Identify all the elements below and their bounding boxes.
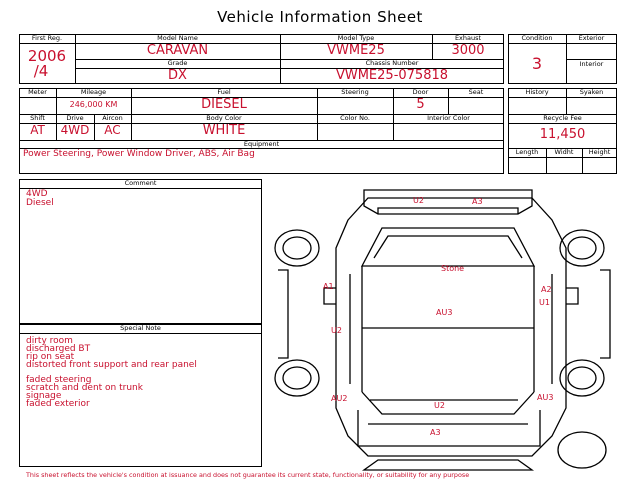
condition-label: Condition	[521, 34, 553, 42]
recycle-fee-value: 11,450	[539, 127, 586, 142]
mileage-label: Mileage	[80, 88, 107, 96]
comment-panel	[19, 179, 262, 324]
damage-u2-top: U2	[413, 196, 424, 205]
special-note-line: faded steering	[26, 375, 92, 385]
chassis-number-value: VWME25-075818	[335, 68, 449, 83]
special-note-line: rip on seat	[26, 352, 75, 362]
special-note-line: scratch and dent on trunk	[26, 383, 143, 393]
damage-u1: U1	[539, 298, 550, 307]
damage-a3-bottom: A3	[430, 428, 441, 437]
body-color-value: WHITE	[202, 123, 246, 138]
recycle-fee-label: Recycle Fee	[543, 114, 582, 122]
special-note-line: signage	[26, 391, 62, 401]
meter-label: Meter	[28, 88, 47, 96]
color-no-label: Color No.	[340, 114, 370, 122]
door-value: 5	[416, 97, 425, 112]
aircon-value: AC	[104, 123, 121, 137]
steering-label: Steering	[341, 88, 369, 96]
door-label: Door	[412, 88, 429, 96]
syaken-label: Syaken	[579, 88, 604, 96]
damage-a3-top: A3	[472, 197, 483, 206]
damage-u2-bottom: U2	[434, 401, 445, 410]
comment-line: Diesel	[26, 198, 54, 208]
model-type-label: Model Type	[337, 34, 375, 42]
vehicle-damage-diagram	[270, 178, 615, 474]
chassis-number-label: Chassis Number	[365, 59, 419, 67]
special-note-line: faded exterior	[26, 399, 90, 409]
drive-value: 4WD	[60, 123, 90, 137]
fuel-value: DIESEL	[201, 97, 247, 112]
damage-a1: A1	[323, 282, 334, 291]
sheet-title: Vehicle Information Sheet	[217, 8, 423, 26]
comment-line: 4WD	[26, 189, 48, 199]
special-note-line: distorted front support and rear panel	[26, 360, 197, 370]
equipment-value: Power Steering, Power Window Driver, ABS, Air Bag	[23, 149, 255, 159]
grade-value: DX	[168, 68, 187, 83]
damage-au3-right: AU3	[537, 393, 554, 402]
width-label: Widht	[554, 148, 574, 156]
interior-color-label: Interior Color	[427, 114, 470, 122]
exterior-label: Exterior	[578, 34, 605, 42]
damage-u2-left: U2	[331, 326, 342, 335]
exhaust-label: Exhaust	[454, 34, 482, 42]
shift-value: AT	[30, 123, 45, 137]
exhaust-value: 3000	[451, 43, 485, 58]
seat-label: Seat	[468, 88, 484, 96]
interior-label: Interior	[579, 60, 604, 68]
drive-label: Drive	[66, 114, 84, 122]
model-name-value: CARAVAN	[146, 43, 209, 58]
damage-au3-mid: AU3	[436, 308, 453, 317]
special-note-line: dirty room	[26, 336, 73, 346]
first-reg-year: 2006	[27, 47, 67, 65]
disclaimer-footer: This sheet reflects the vehicle's condition at issuance and does not guarantee its current state, functionality, or suitability for any purpose	[26, 471, 470, 479]
first-reg-month: /4	[33, 62, 49, 80]
grade-label: Grade	[167, 59, 188, 67]
special-note-label: Special Note	[120, 324, 161, 332]
shift-label: Shift	[30, 114, 45, 122]
length-label: Length	[515, 148, 539, 156]
damage-a2: A2	[541, 285, 552, 294]
mileage-value: 246,000 KM	[69, 100, 118, 109]
condition-value: 3	[531, 54, 543, 73]
aircon-label: Aircon	[102, 114, 123, 122]
fuel-label: Fuel	[217, 88, 231, 96]
first-reg-label: First Reg.	[31, 34, 63, 42]
damage-stone: Stone	[441, 264, 465, 273]
damage-au2: AU2	[331, 394, 348, 403]
model-type-value: VWME25	[327, 43, 385, 58]
history-label: History	[525, 88, 549, 96]
model-name-label: Model Name	[157, 34, 198, 42]
body-color-label: Body Color	[206, 114, 242, 122]
special-note-line: discharged BT	[26, 344, 91, 354]
comment-label: Comment	[124, 179, 157, 187]
equipment-label: Equipment	[243, 140, 280, 148]
height-label: Height	[588, 148, 611, 156]
